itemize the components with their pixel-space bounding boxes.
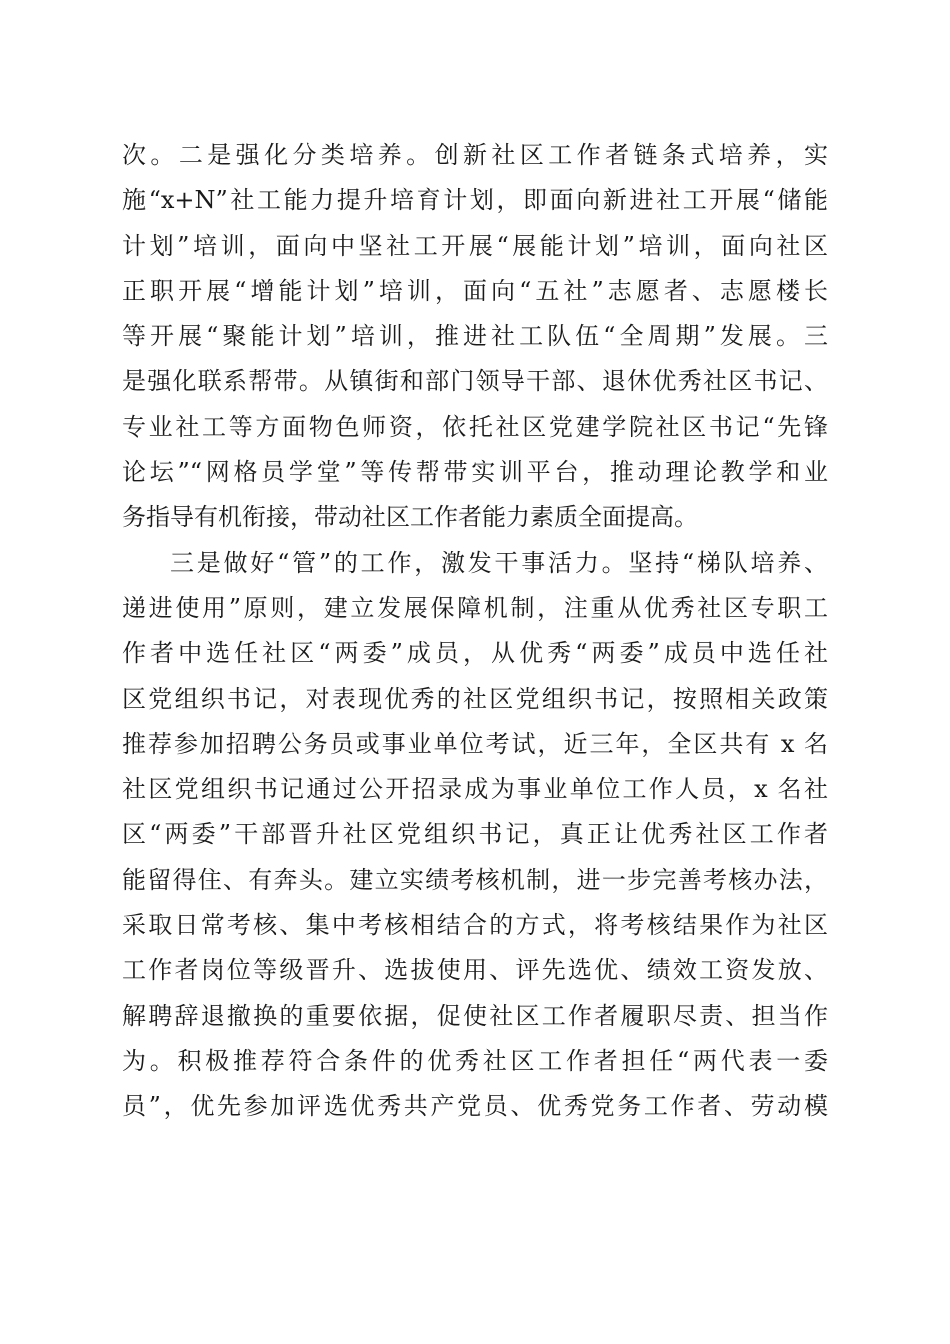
text-line: 区“两委”干部晋升社区党组织书记，真正让优秀社区工作者 [122,820,828,849]
paragraph-1 [122,133,828,541]
text-line: 是强化联系帮带。从镇街和部门领导干部、退休优秀社区书记、 [122,367,828,396]
text-line: 能留得住、有奔头。建立实绩考核机制，进一步完善考核办法， [122,865,828,894]
text-line: 计划”培训，面向中坚社工开展“展能计划”培训，面向社区 [122,231,828,260]
text-line: 工作者岗位等级晋升、选拔使用、评先选优、绩效工资发放、 [122,956,828,985]
text-line: 作者中选任社区“两委”成员，从优秀“两委”成员中选任社 [122,639,828,668]
text-line: 正职开展“增能计划”培训，面向“五社”志愿者、志愿楼长 [122,276,828,305]
text-line: 次。二是强化分类培养。创新社区工作者链条式培养，实 [122,141,828,169]
paragraph-2 [122,541,828,1130]
text-line: 论坛”“网格员学堂”等传帮带实训平台，推动理论教学和业 [122,458,828,487]
text-line: 区党组织书记，对表现优秀的社区党组织书记，按照相关政策 [122,684,828,713]
text-line: 推荐参加招聘公务员或事业单位考试，近三年，全区共有 x 名 [122,729,828,758]
text-line: 等开展“聚能计划”培训，推进社工队伍“全周期”发展。三 [122,322,828,351]
text-line: 为。积极推荐符合条件的优秀社区工作者担任“两代表一委 [122,1046,828,1075]
text-line: 社区党组织书记通过公开招录成为事业单位工作人员，x 名社 [122,775,828,804]
text-line: 专业社工等方面物色师资，依托社区党建学院社区书记“先锋 [122,412,828,441]
text-line: 递进使用”原则，建立发展保障机制，注重从优秀社区专职工 [122,593,828,622]
text-line: 采取日常考核、集中考核相结合的方式，将考核结果作为社区 [122,911,828,940]
text-line: 员”，优先参加评选优秀共产党员、优秀党务工作者、劳动模 [122,1092,828,1121]
text-line: 施“x+N”社工能力提升培育计划，即面向新进社工开展“储能 [122,186,828,215]
text-line: 务指导有机衔接，带动社区工作者能力素质全面提高。 [122,503,698,532]
document-body [122,133,828,1130]
text-line: 三是做好“管”的工作，激发干事活力。坚持“梯队培养、 [170,548,828,577]
text-line: 解聘辞退撤换的重要依据，促使社区工作者履职尽责、担当作 [122,1001,828,1030]
